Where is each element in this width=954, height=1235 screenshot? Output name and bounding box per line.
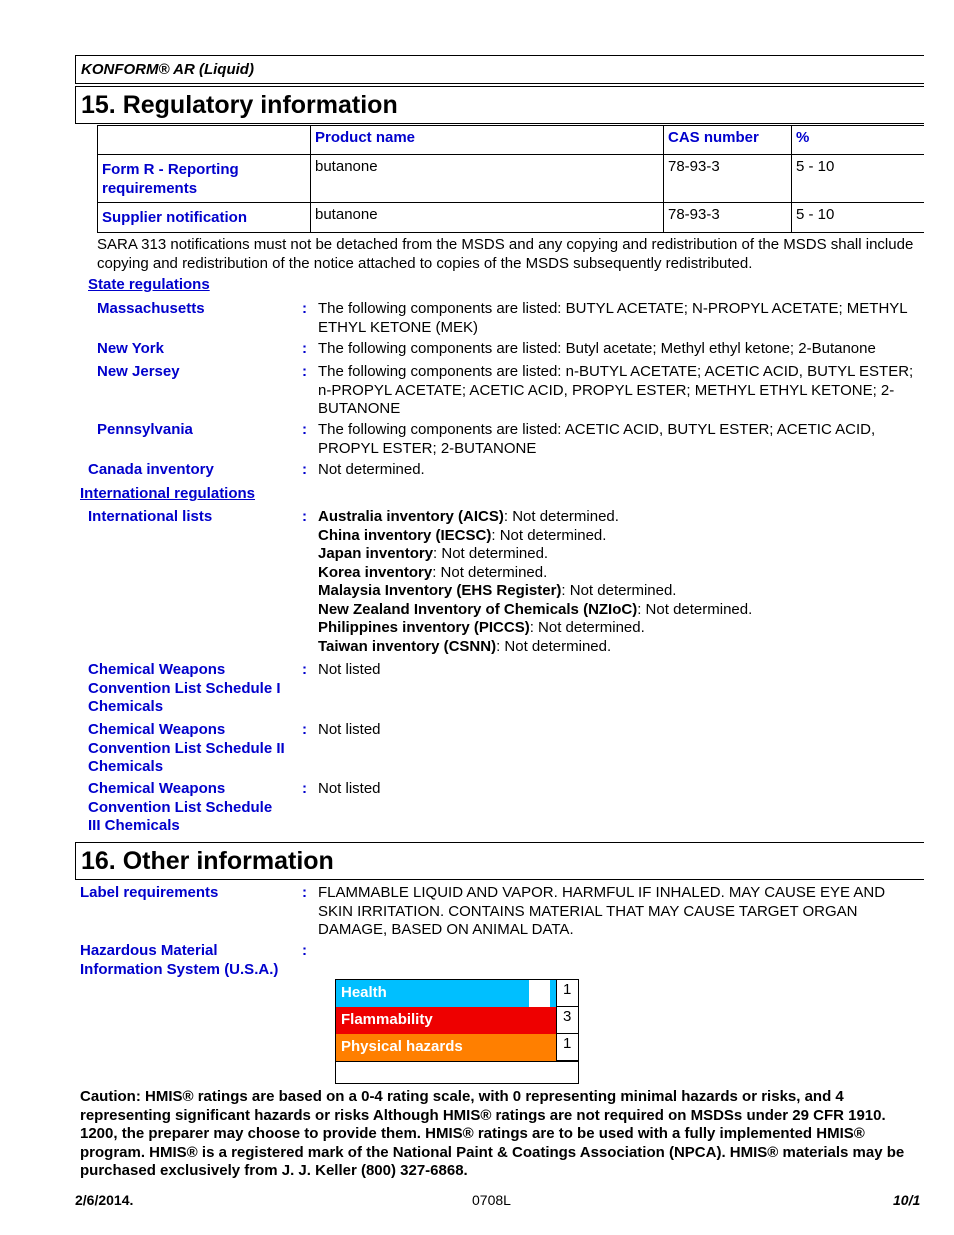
state-value-pennsylvania: The following components are listed: ACETIC ACID, BUTYL ESTER; ACETIC ACID, PROPYL ESTER; 2-BUTANONE <box>318 421 876 457</box>
cell-percent: 5 - 10 <box>792 203 925 233</box>
cell-product: butanone <box>311 155 664 203</box>
canada-inventory-label: Canada inventory <box>88 461 214 478</box>
hmis-health-rating: 1 <box>556 980 579 1007</box>
footer-page: 10/1 <box>893 1192 921 1208</box>
cell-cas: 78-93-3 <box>664 203 792 233</box>
list-item: Korea inventory: Not determined. <box>318 563 548 581</box>
international-lists-label: International lists <box>88 508 213 525</box>
hmis-caution: Caution: HMIS® ratings are based on a 0-4 rating scale, with 0 representing minimal hazards or risks, and 4 representing significant hazards or risks Although HMIS® ratings are not required on MSDSs under 29 CFR 1910. 1200, the preparer may choose to provide them. HMIS® ratings are to be used with a fully implemented HMIS® program. HMIS® is a registered mark of the National Paint & Coatings Association (NPCA). HMIS® materials may be purchased exclusively from J. J. Keller (800) 327-6868. <box>80 1088 905 1179</box>
table-row <box>98 203 925 233</box>
label-requirements-label: Label requirements <box>80 884 219 901</box>
hmis-divider <box>336 1061 578 1062</box>
table-corner <box>98 126 311 155</box>
footer-code: 0708L <box>472 1192 511 1208</box>
hmis-label: Hazardous Material Information System (U.S.A.) <box>80 942 279 978</box>
cell-percent: 5 - 10 <box>792 155 925 203</box>
list-item: Taiwan inventory (CSNN): Not determined. <box>318 637 612 655</box>
state-label-massachusetts: Massachusetts <box>97 300 205 317</box>
cell-product: butanone <box>311 203 664 233</box>
row-label: Form R - Reporting requirements <box>98 155 311 203</box>
row-label: Supplier notification <box>98 203 311 233</box>
list-item: New Zealand Inventory of Chemicals (NZIoC): Not determined. <box>318 600 753 618</box>
state-regulations-link[interactable]: State regulations <box>88 276 210 293</box>
separator: : <box>302 884 307 901</box>
hmis-health-bar <box>336 980 529 1007</box>
hmis-physical-label: Physical hazards <box>341 1038 463 1055</box>
cwc-schedule-3-value: Not listed <box>318 780 381 797</box>
hmis-rating-box <box>335 979 579 1084</box>
section-15-heading <box>75 86 924 124</box>
separator: : <box>302 780 307 797</box>
section-15-title: 15. Regulatory information <box>81 91 398 119</box>
separator: : <box>302 363 307 380</box>
cwc-schedule-1-value: Not listed <box>318 661 381 678</box>
separator: : <box>302 661 307 678</box>
state-value-new-york: The following components are listed: Butyl acetate; Methyl ethyl ketone; 2-Butanone <box>318 340 876 357</box>
product-name: KONFORM® AR (Liquid) <box>81 61 254 78</box>
col-header-product: Product name <box>311 126 664 155</box>
cwc-schedule-1-label: Chemical Weapons Convention List Schedule I Chemicals <box>88 661 281 715</box>
separator: : <box>302 942 307 959</box>
list-item: China inventory (IECSC): Not determined. <box>318 526 607 544</box>
canada-inventory-value: Not determined. <box>318 461 425 478</box>
hmis-health-label: Health <box>341 984 387 1001</box>
reporting-table <box>97 125 924 233</box>
state-label-new-jersey: New Jersey <box>97 363 180 380</box>
list-item: Malaysia Inventory (EHS Register): Not determined. <box>318 582 677 599</box>
separator: : <box>302 300 307 317</box>
state-label-new-york: New York <box>97 340 164 357</box>
table-row <box>98 155 925 203</box>
hmis-health-gap <box>529 980 550 1007</box>
state-value-massachusetts: The following components are listed: BUTYL ACETATE; N-PROPYL ACETATE; METHYL ETHYL KETONE (MEK) <box>318 300 908 336</box>
separator: : <box>302 721 307 738</box>
state-value-new-jersey: The following components are listed: n-BUTYL ACETATE; ACETIC ACID, BUTYL ESTER; n-PROPYL ACETATE; ACETIC ACID, PROPYL ESTER; METHYL ETHYL KETONE; 2-BUTANONE <box>318 363 914 417</box>
section-16-heading <box>75 842 924 880</box>
separator: : <box>302 340 307 357</box>
col-header-cas: CAS number <box>664 126 792 155</box>
list-item: Australia inventory (AICS): Not determined. <box>318 508 619 525</box>
hmis-flammability-rating: 3 <box>556 1007 579 1034</box>
hmis-physical-bar <box>336 1034 556 1061</box>
state-label-pennsylvania: Pennsylvania <box>97 421 193 438</box>
hmis-flammability-label: Flammability <box>341 1011 433 1028</box>
document-header <box>75 55 924 84</box>
hmis-flammability-bar <box>336 1007 556 1034</box>
col-header-percent: % <box>792 126 925 155</box>
separator: : <box>302 461 307 478</box>
hmis-physical-rating: 1 <box>556 1034 579 1061</box>
cwc-schedule-2-value: Not listed <box>318 721 381 738</box>
sara-note: SARA 313 notifications must not be detached from the MSDS and any copying and redistribution of the MSDS shall include copying and redistribution of the notice attached to copies of the MSDS subsequently redistributed. <box>97 236 914 272</box>
cell-cas: 78-93-3 <box>664 155 792 203</box>
separator: : <box>302 421 307 438</box>
label-requirements-value: FLAMMABLE LIQUID AND VAPOR. HARMFUL IF INHALED. MAY CAUSE EYE AND SKIN IRRITATION. CONTAINS MATERIAL THAT MAY CAUSE TARGET ORGAN DAMAGE, BASED ON ANIMAL DATA. <box>318 884 886 938</box>
international-lists <box>318 508 918 656</box>
list-item: Philippines inventory (PICCS): Not determined. <box>318 619 645 636</box>
separator: : <box>302 508 307 525</box>
international-regulations-link[interactable]: International regulations <box>80 485 256 502</box>
cwc-schedule-3-label: Chemical Weapons Convention List Schedule III Chemicals <box>88 780 273 834</box>
footer-date: 2/6/2014. <box>75 1192 134 1208</box>
list-item: Japan inventory: Not determined. <box>318 545 549 562</box>
cwc-schedule-2-label: Chemical Weapons Convention List Schedule II Chemicals <box>88 721 285 775</box>
section-16-title: 16. Other information <box>81 847 334 875</box>
